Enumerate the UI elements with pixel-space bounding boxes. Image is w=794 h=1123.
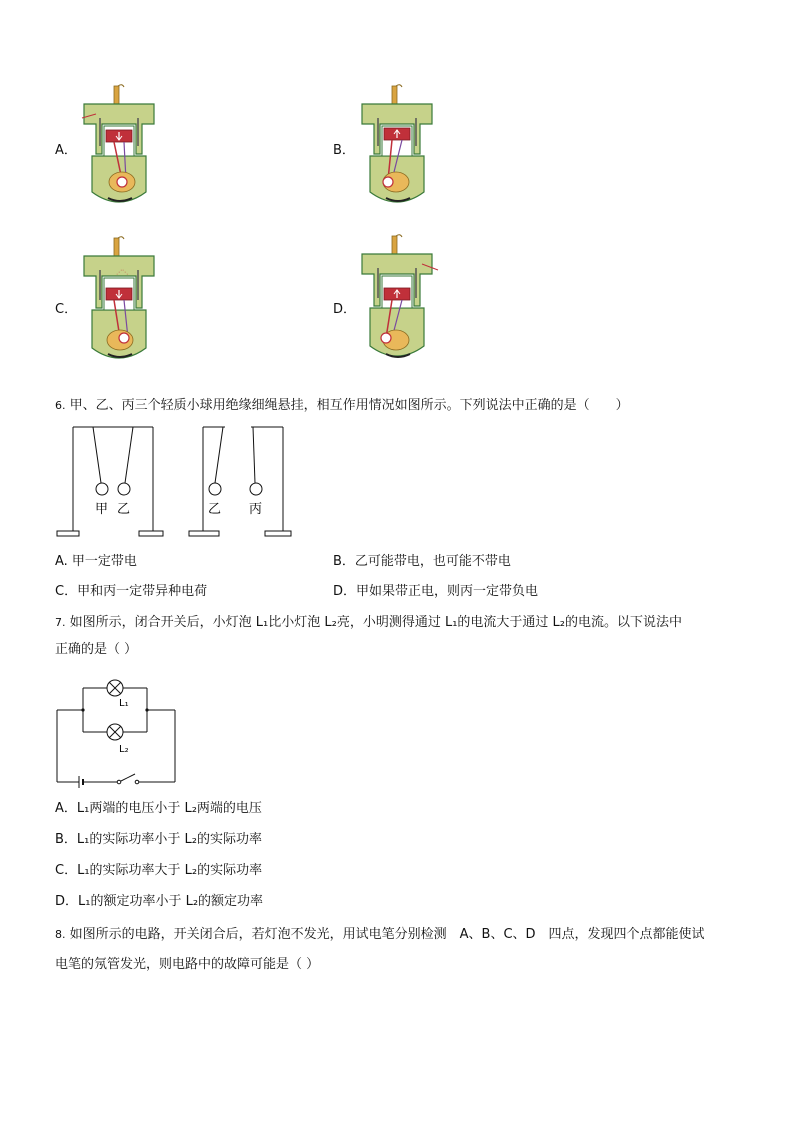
ball-label-jia: 甲 [95,502,109,517]
q8-number: 8. [55,928,66,941]
q6-stem [55,397,629,415]
q6-figure [55,421,305,543]
engine-diagram-c [78,236,160,370]
q6-option-c: C．甲和丙一定带异种电荷 [55,584,208,599]
q7-option-b: B．L₁的实际功率小于 L₂的实际功率 [55,832,262,847]
q7-option-a: A．L₁两端的电压小于 L₂两端的电压 [55,801,262,816]
q8-stem-text-1: 如图所示的电路，开关闭合后，若灯泡不发光，用试电笔分别检测 A、B、C、D 四点，发现四个点都能使试 [69,927,705,942]
ball-label-yi-1: 乙 [117,502,131,517]
q7-stem-line2: 正确的是（ ） [55,642,138,657]
q7-stem-line1 [55,614,682,632]
ball-label-yi-2: 乙 [208,502,222,517]
lamp-l1-label: L₁ [119,698,129,709]
q6-option-a: A. 甲一定带电 [55,554,137,569]
switch-symbol [121,774,135,781]
q7-circuit-diagram [55,676,185,788]
q7-option-d: D．L₁的额定功率小于 L₂的额定功率 [55,894,264,909]
svg-text:⋰⋱: ⋰⋱ [116,269,128,276]
q5-option-d-label: D． [333,302,357,317]
engine-diagram-b [356,84,438,214]
q5-option-c-label: C． [55,302,78,317]
q7-option-c: C．L₁的实际功率大于 L₂的实际功率 [55,863,263,878]
q6-number: 6. [55,399,66,412]
engine-diagram-d [356,234,440,370]
lamp-l2-label: L₂ [119,744,129,755]
q7-number: 7. [55,616,66,629]
engine-diagram-a [78,84,160,214]
q5-option-b-label: B． [333,143,355,158]
q5-option-a-label: A． [55,143,77,158]
q7-stem-text-1: 如图所示，闭合开关后，小灯泡 L₁比小灯泡 L₂亮，小明测得通过 L₁的电流大于通过 L₂的电流。以下说法中 [69,615,682,630]
q6-option-b: B．乙可能带电，也可能不带电 [333,554,511,569]
q6-stem-text: 甲、乙、丙三个轻质小球用绝缘细绳悬挂，相互作用情况如图所示。下列说法中正确的是（ ） [69,398,629,413]
q6-option-d: D．甲如果带正电，则丙一定带负电 [333,584,539,599]
ball-label-bing: 丙 [249,502,263,517]
q8-stem-line1 [55,926,705,944]
q8-stem-line2: 电笔的氖管发光，则电路中的故障可能是（ ） [55,957,320,972]
